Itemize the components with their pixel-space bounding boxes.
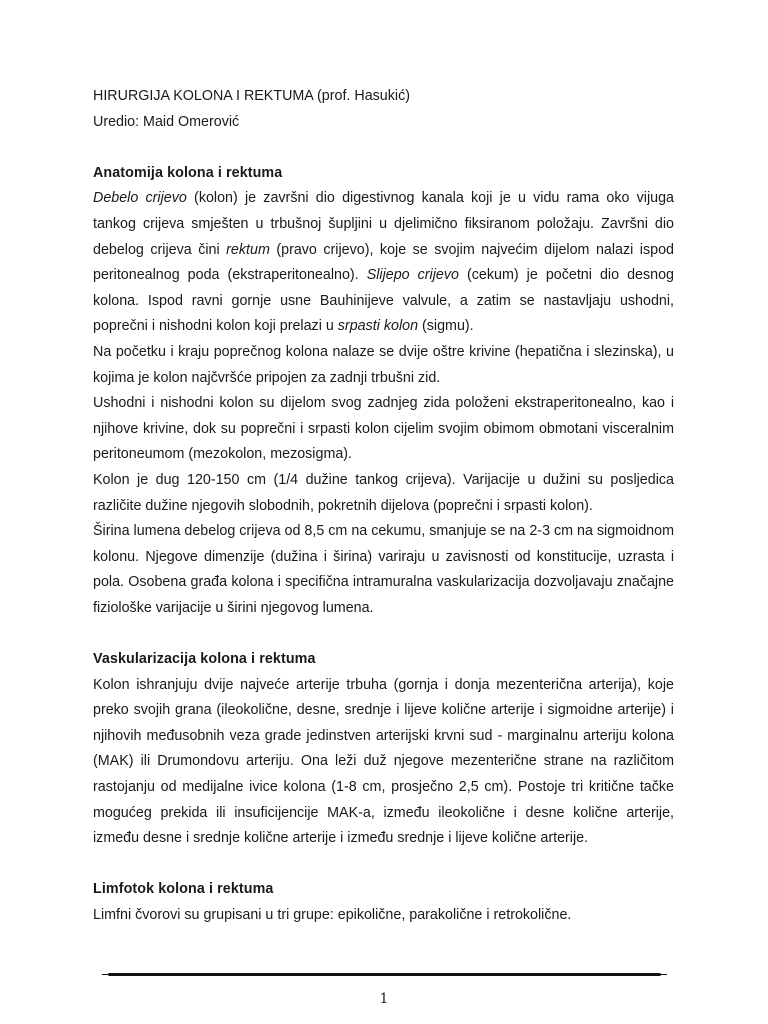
italic-term: rektum	[226, 241, 270, 258]
footer-divider	[108, 973, 661, 976]
italic-term: Slijepo crijevo	[366, 267, 459, 284]
document-title: HIRURGIJA KOLONA I REKTUMA (prof. Hasukić)	[93, 88, 410, 104]
spacer	[93, 135, 674, 161]
spacer	[93, 852, 674, 878]
italic-term: Debelo crijevo	[93, 190, 187, 207]
paragraph-lymph: Limfni čvorovi su grupisani u tri grupe: epikolične, parakolične i retrokolične.	[93, 907, 572, 923]
paragraph-length: Kolon je dug 120-150 cm (1/4 dužine tankog crijeva). Varijacije u dužini su posljedica različite dužine njegovih slobodnih, pokretnih dijelova (poprečni i srpasti kolon).	[93, 471, 674, 514]
text-run: (pravo crijevo), koje se svojim najvećim dijelom nalazi ispod peritonealnog poda (ekstraperitonealno).	[93, 241, 674, 284]
page-number: 1	[379, 991, 389, 1007]
section-heading-vascularization: Vaskularizacija kolona i rektuma	[93, 651, 316, 668]
paragraph-peritoneal: Ushodni i nishodni kolon su dijelom svog zadnjeg zida položeni ekstraperitonealno, kao i njihove krivine, dok su poprečni i srpasti kolon cijelim svojim obimom obmotani visceralnim peritoneumom (mezokolon, mezosigma).	[93, 395, 674, 463]
paragraph-anatomy-intro	[93, 186, 674, 340]
document-page	[93, 84, 674, 929]
italic-term: srpasti kolon	[337, 318, 419, 335]
document-editor: Uredio: Maid Omerović	[93, 113, 240, 130]
section-heading-lymph: Limfotok kolona i rektuma	[93, 881, 274, 898]
paragraph-vascularization: Kolon ishranjuju dvije najveće arterije trbuha (gornja i donja mezenterična arterija), koje preko svojih grana (ileokolične, desne, srednje i lijeve količne arterije i sigmoidne arterije) i njihovih međusobnih veza grade jedinstven arterijski krvni sud - marginalnu arteriju kolona (MAK) ili Drumondovu arteriju. Ona leži duž njegove mezenterične strane na različitom rastojanju od medijalne ivice kolona (1-8 cm, prosječno 2,5 cm). Postoje tri kritične tačke mogućeg prekida ili insuficijencije MAK-a, između ileokolične i desne količne arterije, između desne i srednje količne arterije i između srednje i lijeve količne arterije.	[93, 676, 674, 847]
text-run: (sigmu).	[418, 318, 474, 335]
paragraph-flexures: Na početku i kraju poprečnog kolona nalaze se dvije oštre krivine (hepatična i slezinska), u kojima je kolon najčvršće pripojen za zadnji trbušni zid.	[93, 343, 674, 386]
spacer	[93, 621, 674, 647]
section-heading-anatomy: Anatomija kolona i rektuma	[93, 164, 283, 181]
text-run: (cekum) je početni dio desnog kolona. Ispod ravni gornje usne Bauhinijeve valvule, a zatim se nastavljaju ushodni, poprečni i nishodni kolon koji prelazi u	[93, 267, 674, 335]
paragraph-width: Širina lumena debelog crijeva od 8,5 cm na cekumu, smanjuje se na 2-3 cm na sigmoidnom kolonu. Njegove dimenzije (dužina i širina) variraju u zavisnosti od konstitucije, uzrasta i pola. Osobena građa kolona i specifična intramuralna vaskularizacija dozvoljavaju značajne fiziološke varijacije u širini njegovog lumena.	[93, 523, 674, 616]
text-run: (kolon) je završni dio digestivnog kanala koji je u vidu rama oko vijuga tankog crijeva smješten u trbušnoj šupljini u djelimično fiksiranom položaju. Završni dio debelog crijeva čini	[93, 190, 675, 258]
